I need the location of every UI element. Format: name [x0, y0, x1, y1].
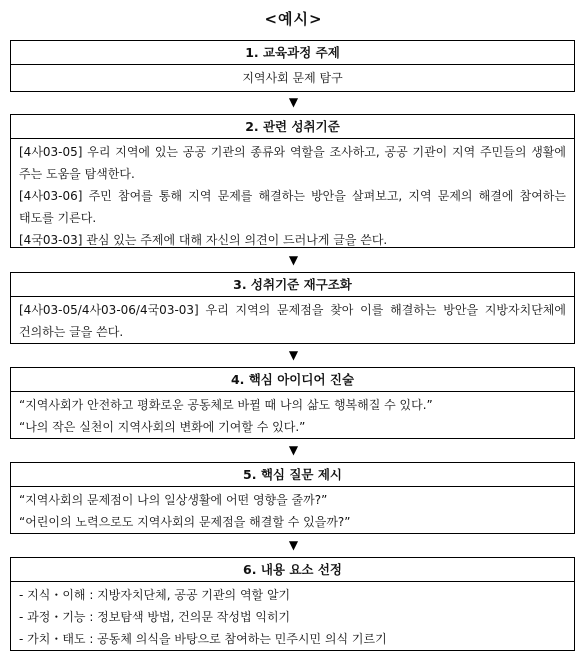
content-element-line: - 가치・태도 : 공동체 의식을 바탕으로 참여하는 민주시민 의식 기르기 [19, 632, 387, 646]
section-body [11, 487, 574, 536]
section-achievement-standards [10, 114, 575, 248]
section-heading: 6. 내용 요소 선정 [11, 558, 574, 582]
body-line: 지역사회 문제 탐구 [242, 71, 343, 85]
down-arrow-icon: ▼ [288, 443, 299, 457]
down-arrow-icon: ▼ [288, 348, 299, 362]
restructured-standard: [4사03-05/4사03-06/4국03-03] 우리 지역의 문제점을 찾아 이를 해결하는 방안을 지방자치단체에 건의하는 글을 쓴다. [19, 303, 566, 339]
section-core-questions [10, 462, 575, 534]
section-heading: 4. 핵심 아이디어 진술 [11, 368, 574, 392]
section-heading: 3. 성취기준 재구조화 [11, 273, 574, 297]
section-heading: 1. 교육과정 주제 [11, 41, 574, 65]
section-body [11, 582, 574, 653]
down-arrow-icon: ▼ [288, 538, 299, 552]
section-restructured-standards [10, 272, 575, 344]
standard-item: [4사03-05] 우리 지역에 있는 공공 기관의 종류와 역할을 조사하고, 공공 기관이 지역 주민들의 생활에 주는 도움을 탐색한다. [19, 145, 566, 181]
content-element-line: - 과정・기능 : 정보탐색 방법, 건의문 작성법 익히기 [19, 610, 291, 624]
core-idea-line: “나의 작은 실천이 지역사회의 변화에 기여할 수 있다.” [19, 420, 306, 434]
core-question-line: “어린이의 노력으로도 지역사회의 문제점을 해결할 수 있을까?” [19, 515, 351, 529]
section-heading: 2. 관련 성취기준 [11, 115, 574, 139]
section-heading: 5. 핵심 질문 제시 [11, 463, 574, 487]
section-content-elements [10, 557, 575, 651]
section-body [11, 297, 574, 346]
section-body [11, 65, 574, 92]
core-question-line: “지역사회의 문제점이 나의 일상생활에 어떤 영향을 줄까?” [19, 493, 328, 507]
section-body [11, 139, 574, 254]
standard-item: [4사03-06] 주민 참여를 통해 지역 문제를 해결하는 방안을 살펴보고, 지역 문제의 해결에 참여하는 태도를 기른다. [19, 189, 566, 225]
section-body [11, 392, 574, 441]
down-arrow-icon: ▼ [288, 253, 299, 267]
down-arrow-icon: ▼ [288, 95, 299, 109]
core-idea-line: “지역사회가 안전하고 평화로운 공동체로 바뀔 때 나의 삶도 행복해질 수 있다.” [19, 398, 433, 412]
standard-item: [4국03-03] 관심 있는 주제에 대해 자신의 의견이 드러나게 글을 쓴다. [19, 233, 388, 247]
content-element-line: - 지식・이해 : 지방자치단체, 공공 기관의 역할 알기 [19, 588, 291, 602]
page-title: <예시> [264, 10, 323, 28]
section-core-idea [10, 367, 575, 439]
section-curriculum-topic [10, 40, 575, 92]
